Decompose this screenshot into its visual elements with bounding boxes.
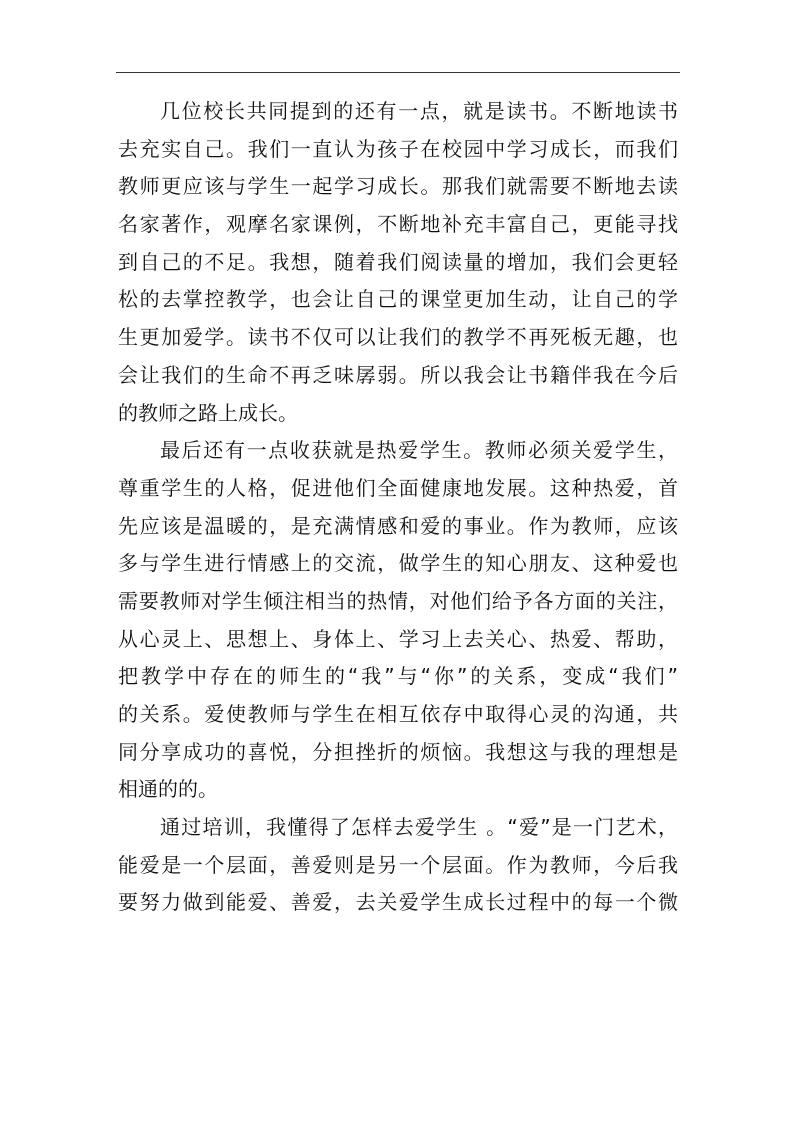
- paragraph-1-line-7: 生更加爱学。读书不仅可以让我们的教学不再死板无趣，也: [118, 325, 678, 350]
- paragraph-2-line-9: 同分享成功的喜悦，分担挫折的烦恼。我想这与我的理想是: [118, 739, 678, 764]
- paragraph-2-line-3: 先应该是温暖的，是充满情感和爱的事业。作为教师，应该: [118, 513, 678, 538]
- paragraph-3-line-2: 能爱是一个层面，善爱则是另一个层面。作为教师，今后我: [118, 852, 678, 877]
- paragraph-1-line-8: 会让我们的生命不再乏味孱弱。所以我会让书籍伴我在今后: [118, 362, 678, 387]
- paragraph-3-line-1: 通过培训，我懂得了怎样去爱学生 。“爱”是一门艺术，: [160, 815, 678, 840]
- paragraph-1-line-9: 的教师之路上成长。: [118, 400, 298, 425]
- paragraph-2-line-5: 需要教师对学生倾注相当的热情，对他们给予各方面的关注，: [118, 588, 678, 613]
- paragraph-1-line-4: 名家著作，观摩名家课例，不断地补充丰富自己，更能寻找: [118, 212, 678, 237]
- paragraph-2-line-8: 的关系。爱使教师与学生在相互依存中取得心灵的沟通，共: [118, 702, 678, 726]
- paragraph-1-line-1: 几位校长共同提到的还有一点，就是读书。不断地读书: [160, 99, 678, 123]
- paragraph-2-line-6: 从心灵上、思想上、身体上、学习上去关心、热爱、帮助，: [118, 626, 678, 651]
- paragraph-2-line-10: 相通的的。: [118, 777, 218, 802]
- paragraph-2-line-4: 多与学生进行情感上的交流，做学生的知心朋友、这种爱也: [118, 551, 678, 576]
- header-rule: [116, 72, 680, 73]
- paragraph-3-line-3: 要努力做到能爱、善爱，去关爱学生成长过程中的每一个微: [118, 890, 678, 915]
- paragraph-2-line-7: 把教学中存在的师生的“我”与“你”的关系，变成“我们”: [118, 664, 678, 689]
- paragraph-1-line-6: 松的去掌控教学，也会让自己的课堂更加生动，让自己的学: [118, 287, 678, 312]
- paragraph-1-line-5: 到自己的不足。我想，随着我们阅读量的增加，我们会更轻: [118, 249, 678, 274]
- paragraph-1-line-2: 去充实自己。我们一直认为孩子在校园中学习成长，而我们: [118, 136, 678, 161]
- paragraph-2-line-1: 最后还有一点收获就是热爱学生。教师必须关爱学生，: [160, 438, 678, 463]
- paragraph-2-line-2: 尊重学生的人格，促进他们全面健康地发展。这种热爱，首: [118, 475, 678, 500]
- paragraph-1-line-3: 教师更应该与学生一起学习成长。那我们就需要不断地去读: [118, 174, 678, 199]
- body-text: [118, 93, 678, 922]
